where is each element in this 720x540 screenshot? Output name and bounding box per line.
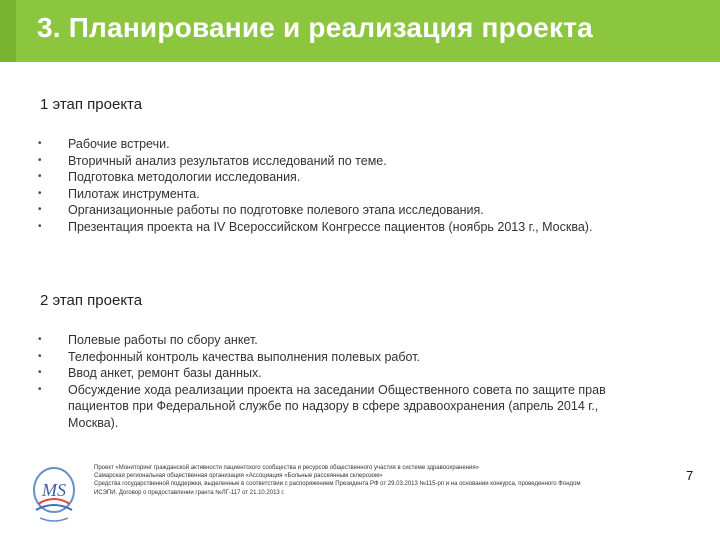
- footer-line: Проект «Мониторинг гражданской активности пациентского сообщества и ресурсов общественного участия в системе здравоохранения»: [94, 465, 479, 471]
- list-item: • Организационные работы по подготовке полевого этапа исследования.: [38, 203, 484, 218]
- list-item: • Полевые работы по сбору анкет.: [38, 333, 258, 347]
- bullet-icon: •: [38, 334, 42, 345]
- organization-logo: [30, 464, 78, 526]
- stage2-list: [38, 332, 648, 432]
- bullet-icon: •: [38, 350, 42, 362]
- svg-text:MS: MS: [42, 480, 66, 500]
- list-item: • Ввод анкет, ремонт базы данных.: [38, 366, 262, 381]
- list-item: • Презентация проекта на IV Всероссийском Конгрессе пациентов (ноябрь 2013 г., Москва).: [38, 219, 593, 234]
- bullet-icon: •: [38, 138, 42, 149]
- stage2-heading: 2 этап проекта: [40, 292, 143, 309]
- footer-line: Самарская региональная общественная организация «Ассоциация «Больные рассеянным склерозом»: [94, 473, 383, 480]
- bullet-icon: •: [38, 204, 42, 216]
- title-bar: [0, 0, 720, 62]
- bullet-icon: •: [38, 383, 42, 395]
- bullet-icon: •: [38, 154, 42, 166]
- stage1-heading: 1 этап проекта: [40, 96, 143, 113]
- footer-text: [94, 464, 634, 497]
- title-accent: [0, 0, 16, 62]
- bullet-icon: •: [38, 187, 42, 199]
- slide-title: 3. Планирование и реализация проекта: [37, 12, 593, 43]
- logo-graphic: [30, 464, 78, 526]
- list-item: • Обсуждение хода реализации проекта на заседании Общественного совета по защите прав пациентов при Федеральной службе по надзору в сфере здравоохранения (апрель 2014 г., Москва).: [38, 382, 606, 430]
- page-number: 7: [686, 468, 694, 483]
- bullet-icon: •: [38, 171, 42, 183]
- list-item: • Подготовка методологии исследования.: [38, 170, 301, 185]
- list-item: • Вторичный анализ результатов исследований по теме.: [38, 153, 387, 168]
- list-item: • Рабочие встречи.: [38, 137, 170, 151]
- footer-line: ИСЭПИ. Договор о предоставлении гранта №ЛГ-117 от 21.10.2013 г.: [94, 489, 285, 496]
- bullet-icon: •: [38, 367, 42, 379]
- list-item: • Телефонный контроль качества выполнения полевых работ.: [38, 349, 421, 364]
- footer-line: Средства государственной поддержки, выделенные в соответствии с распоряжением Президента РФ от 29.03.2013 №115-рп и на основании конкурса, проведенного Фондом: [94, 481, 581, 488]
- stage1-list: [38, 136, 648, 236]
- list-item: • Пилотаж инструмента.: [38, 186, 200, 201]
- bullet-icon: •: [38, 220, 42, 232]
